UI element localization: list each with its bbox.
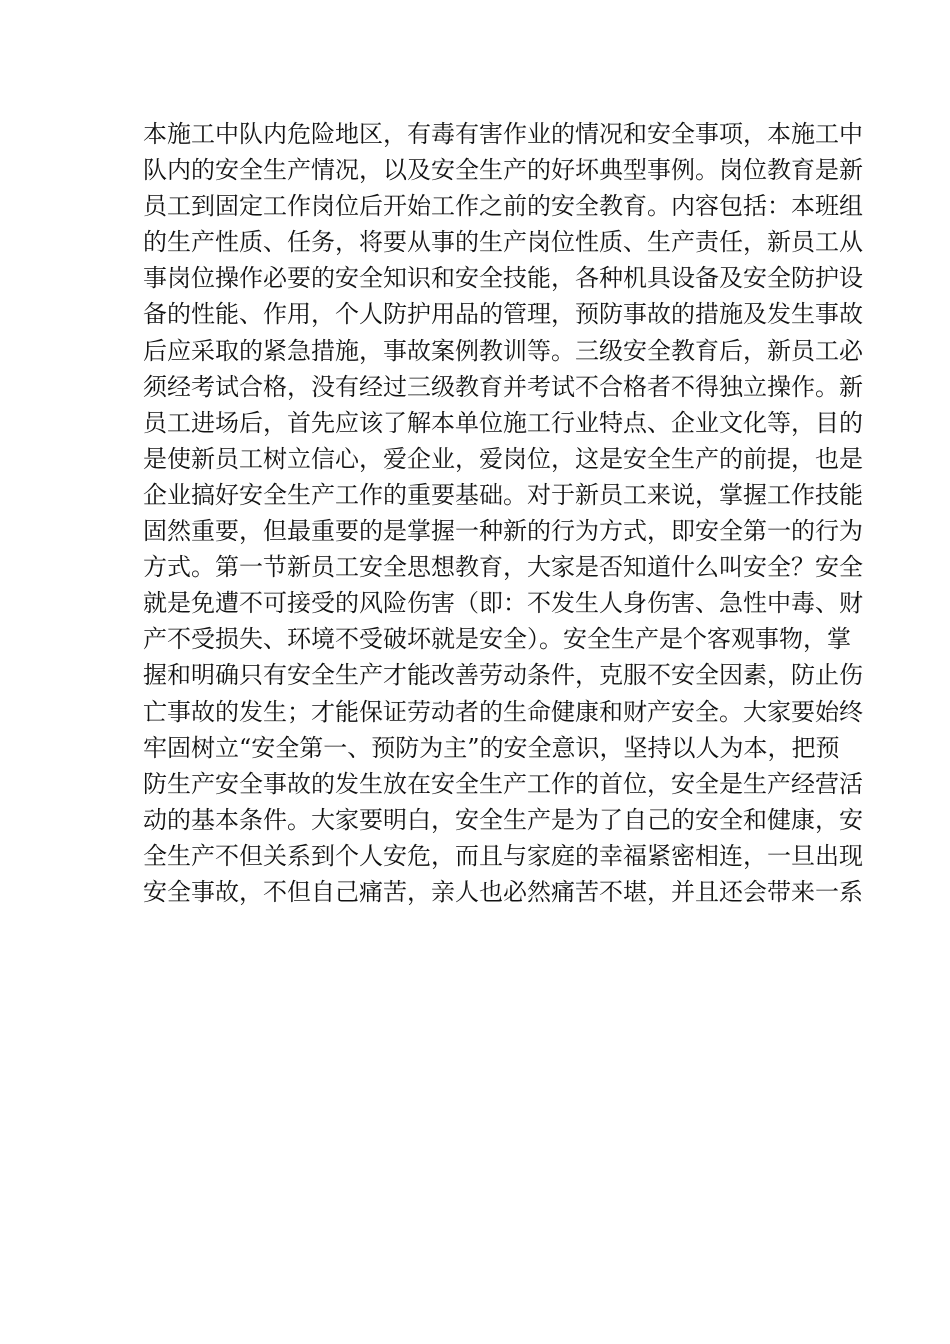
text-line: 本施工中队内危险地区，有毒有害作业的情况和安全事项，本施工中 bbox=[143, 120, 863, 148]
text-line: 产不受损失、环境不受破坏就是安全）。安全生产是个客观事物，掌 bbox=[143, 625, 851, 654]
text-line: 亡事故的发生；才能保证劳动者的生命健康和财产安全。大家要始终 bbox=[143, 697, 863, 726]
text-line: 安全事故，不但自己痛苦，亲人也必然痛苦不堪，并且还会带来一系 bbox=[143, 877, 863, 906]
text-line: 事岗位操作必要的安全知识和安全技能，各种机具设备及安全防护设 bbox=[143, 264, 863, 293]
text-line: 防生产安全事故的发生放在安全生产工作的首位，安全是生产经营活 bbox=[143, 769, 863, 798]
text-line: 后应采取的紧急措施，事故案例教训等。三级安全教育后，新员工必 bbox=[143, 336, 863, 365]
text-line: 全生产不但关系到个人安危，而且与家庭的幸福紧密相连，一旦出现 bbox=[143, 841, 863, 870]
text-line: 队内的安全生产情况，以及安全生产的好坏典型事例。岗位教育是新 bbox=[143, 156, 863, 185]
text-line: 是使新员工树立信心，爱企业，爱岗位，这是安全生产的前提，也是 bbox=[143, 444, 863, 473]
text-line: 员工进场后，首先应该了解本单位施工行业特点、企业文化等，目的 bbox=[143, 408, 863, 437]
text-line: 须经考试合格，没有经过三级教育并考试不合格者不得独立操作。新 bbox=[143, 372, 863, 401]
text-line: 固然重要，但最重要的是掌握一种新的行为方式，即安全第一的行为 bbox=[143, 517, 863, 546]
text-line: 动的基本条件。大家要明白，安全生产是为了自己的安全和健康，安 bbox=[143, 805, 863, 834]
text-line: 方式。第一节新员工安全思想教育，大家是否知道什么叫安全？安全 bbox=[143, 553, 863, 582]
text-line: 备的性能、作用，个人防护用品的管理，预防事故的措施及发生事故 bbox=[143, 300, 863, 329]
text-line: 员工到固定工作岗位后开始工作之前的安全教育。内容包括：本班组 bbox=[143, 192, 863, 221]
text-line: 就是免遭不可接受的风险伤害（即：不发生人身伤害、急性中毒、财 bbox=[143, 589, 863, 618]
body-text bbox=[143, 116, 863, 910]
text-line: 牢固树立“安全第一、预防为主”的安全意识，坚持以人为本，把预 bbox=[143, 733, 840, 762]
text-line: 的生产性质、任务，将要从事的生产岗位性质、生产责任，新员工从 bbox=[143, 228, 863, 257]
text-line: 企业搞好安全生产工作的重要基础。对于新员工来说，掌握工作技能 bbox=[143, 480, 863, 509]
text-line: 握和明确只有安全生产才能改善劳动条件，克服不安全因素，防止伤 bbox=[143, 661, 863, 690]
